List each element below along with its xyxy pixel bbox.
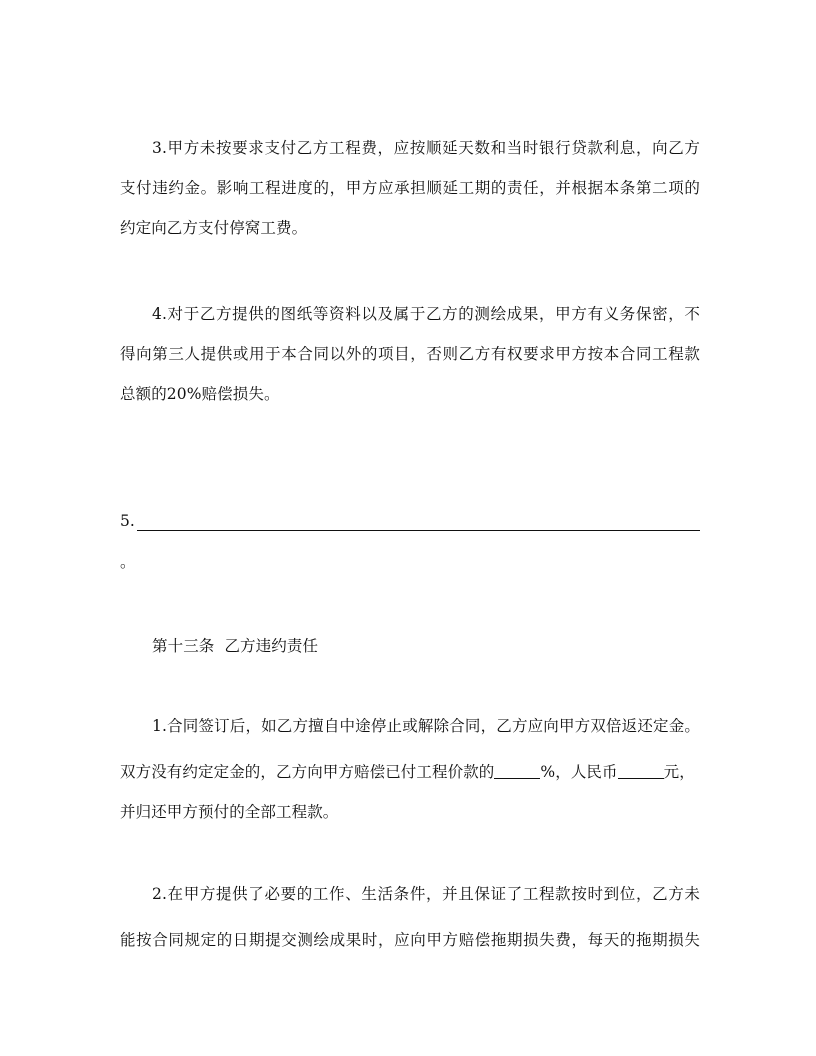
article-13-item-1-line-2 xyxy=(120,762,700,782)
percent-blank xyxy=(494,762,540,779)
clause-3-line-3: 约定向乙方支付停窝工费。 xyxy=(120,219,308,237)
clause-4-line-1: 4.对于乙方提供的图纸等资料以及属于乙方的测绘成果，甲方有义务保密，不 xyxy=(152,305,700,323)
clause-5-blank-line xyxy=(137,513,700,531)
article-13-item-1-line-1: 1.合同签订后，如乙方擅自中途停止或解除合同，乙方应向甲方双倍返还定金。 xyxy=(152,717,700,735)
clause-3-line-2: 支付违约金。影响工程进度的，甲方应承担顺延工期的责任，并根据本条第二项的 xyxy=(120,179,700,197)
article-13-item-1-line-3: 并归还甲方预付的全部工程款。 xyxy=(120,803,339,821)
line-2-segment xyxy=(120,762,695,782)
clause-3-line-1: 3.甲方未按要求支付乙方工程费，应按顺延天数和当时银行贷款利息，向乙方 xyxy=(152,139,700,157)
line-2-text-a: 双方没有约定定金的，乙方向甲方赔偿已付工程价款的 xyxy=(120,763,495,781)
clause-4-line-2: 得向第三人提供或用于本合同以外的项目，否则乙方有权要求甲方按本合同工程款 xyxy=(120,345,700,363)
article-13-item-2-line-1: 2.在甲方提供了必要的工作、生活条件，并且保证了工程款按时到位，乙方未 xyxy=(152,885,700,903)
clause-5-number: 5. xyxy=(120,512,135,530)
article-13-item-2-line-2: 能按合同规定的日期提交测绘成果时，应向甲方赔偿拖期损失费，每天的拖期损失 xyxy=(120,931,700,949)
rmb-amount-blank xyxy=(618,762,664,779)
clause-4-line-3: 总额的20%赔偿损失。 xyxy=(120,385,280,403)
clause-5-end: 。 xyxy=(120,553,136,571)
clause-5-row xyxy=(120,511,700,531)
article-13-heading: 第十三条 乙方违约责任 xyxy=(152,637,319,655)
line-2-text-b: %，人民币 xyxy=(540,763,618,781)
line-2-text-c: 元， xyxy=(663,763,695,781)
